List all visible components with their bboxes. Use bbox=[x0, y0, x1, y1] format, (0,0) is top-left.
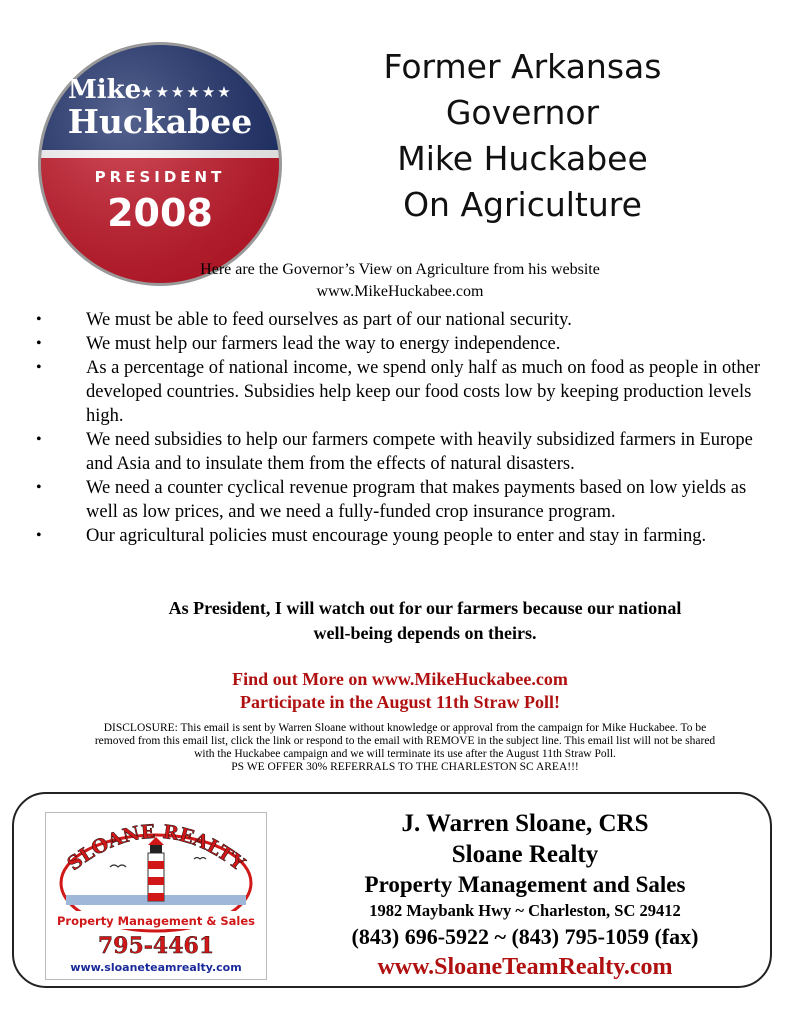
closing-statement bbox=[110, 596, 740, 646]
disclosure-line: removed from this email list, click the link or respond to the email with REMOVE in the subject line. This email list will not be shared bbox=[94, 735, 716, 747]
list-item: • We must be able to feed ourselves as part of our national security. bbox=[30, 308, 770, 332]
headline bbox=[330, 44, 715, 228]
company-address: 1982 Maybank Hwy ~ Charleston, SC 29412 bbox=[369, 901, 681, 920]
headline-line: On Agriculture bbox=[403, 185, 642, 224]
list-item: • We must help our farmers lead the way to energy independence. bbox=[30, 332, 770, 356]
logo-website: www.sloaneteamrealty.com bbox=[70, 961, 242, 974]
agriculture-positions-list bbox=[30, 308, 770, 548]
agent-name: J. Warren Sloane, CRS bbox=[401, 810, 649, 837]
intro-text bbox=[100, 259, 700, 303]
contact-details bbox=[315, 808, 735, 983]
button-last-name: Huckabee bbox=[67, 102, 253, 141]
intro-line: Here are the Governor’s View on Agriculture from his website bbox=[200, 261, 600, 278]
list-item: • Our agricultural policies must encourage young people to enter and stay in farming. bbox=[30, 524, 770, 548]
company-name: Sloane Realty bbox=[451, 841, 599, 868]
disclosure-line: with the Huckabee campaign and we will terminate its use after the August 11th Straw Poll. bbox=[194, 748, 616, 760]
headline-line: Governor bbox=[445, 93, 600, 132]
cta-website-link[interactable]: Find out More on www.MikeHuckabee.com bbox=[232, 669, 568, 689]
disclosure-ps: PS WE OFFER 30% REFERRALS TO THE CHARLESTON SC AREA!!! bbox=[231, 761, 579, 773]
intro-website: www.MikeHuckabee.com bbox=[316, 283, 484, 300]
logo-phone: 795-4461 bbox=[97, 933, 215, 959]
button-first-name: Mike bbox=[68, 75, 142, 105]
button-office: PRESIDENT bbox=[94, 168, 226, 186]
lighthouse-icon bbox=[148, 837, 164, 901]
list-item: • As a percentage of national income, we spend only half as much on food as people in other developed countries. Subsidies help keep our food costs low by keeping production levels high. bbox=[30, 356, 770, 428]
closing-line: As President, I will watch out for our farmers because our national bbox=[168, 598, 682, 618]
headline-line: Former Arkansas bbox=[383, 47, 662, 86]
headline-line: Mike Huckabee bbox=[397, 139, 648, 178]
sloane-realty-logo bbox=[45, 812, 267, 980]
disclosure-line: DISCLOSURE: This email is sent by Warren Sloane without knowledge or approval from the campaign for Mike Huckabee. To be bbox=[103, 722, 707, 734]
campaign-button-image bbox=[36, 40, 284, 288]
disclosure bbox=[60, 722, 750, 774]
company-website-link[interactable]: www.SloaneTeamRealty.com bbox=[377, 954, 673, 980]
cta-straw-poll: Participate in the August 11th Straw Poll! bbox=[240, 692, 560, 712]
call-to-action bbox=[120, 668, 680, 714]
list-item: • We need subsidies to help our farmers compete with heavily subsidized farmers in Europe and Asia and to insulate them from the effects of natural disasters. bbox=[30, 428, 770, 476]
list-item: • We need a counter cyclical revenue program that makes payments based on low yields as well as low prices, and we need a fully-funded crop insurance program. bbox=[30, 476, 770, 524]
button-year: 2008 bbox=[107, 191, 213, 235]
logo-tagline: Property Management & Sales bbox=[56, 914, 256, 928]
logo-title: SLOANE REALTY bbox=[63, 820, 249, 876]
closing-line: well-being depends on theirs. bbox=[313, 623, 537, 643]
phone-numbers: (843) 696-5922 ~ (843) 795-1059 (fax) bbox=[351, 924, 699, 949]
button-stars: ★★★★★★ bbox=[140, 83, 233, 101]
company-services: Property Management and Sales bbox=[364, 872, 686, 897]
